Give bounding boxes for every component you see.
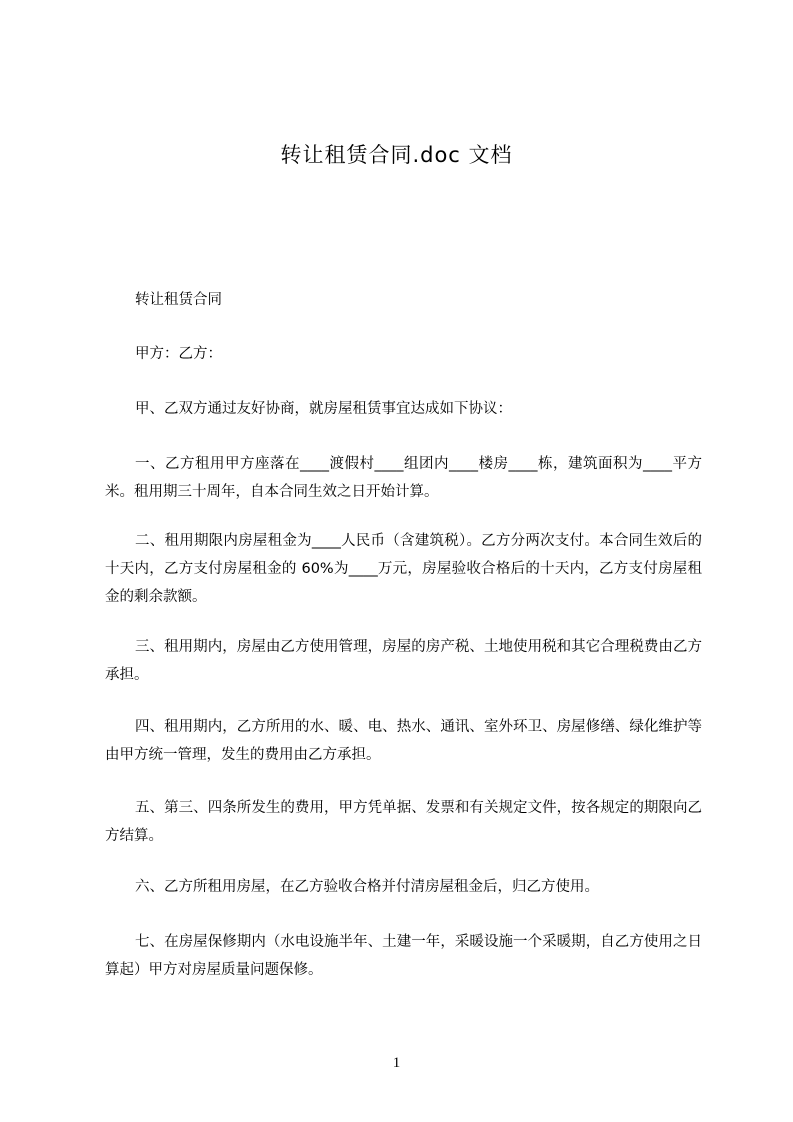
clause-4: 四、租用期内，乙方所用的水、暖、电、热水、通讯、室外环卫、房屋修缮、绿化维护等由甲方统一管理，发生的费用由乙方承担。 (105, 719, 702, 763)
clause-1: 一、乙方租用甲方座落在____渡假村____组团内____楼房____栋，建筑面积为____平方米。租用期三十周年，自本合同生效之日开始计算。 (105, 456, 702, 500)
document-title: 转让租赁合同.doc 文档 (280, 143, 513, 167)
clause-2: 二、租用期限内房屋租金为____人民币（含建筑税）。乙方分两次支付。本合同生效后的十天内，乙方支付房屋租金的 60%为____万元，房屋验收合格后的十天内，乙方支付房屋租金的剩余款额。 (105, 533, 702, 605)
intro-paragraph: 甲、乙双方通过友好协商，就房屋租赁事宜达成如下协议： (135, 401, 512, 417)
clause-6: 六、乙方所租用房屋，在乙方验收合格并付清房屋租金后，归乙方使用。 (135, 879, 599, 895)
page-number: 1 (392, 1055, 401, 1071)
contract-heading: 转让租赁合同 (135, 292, 222, 308)
clause-5: 五、第三、四条所发生的费用，甲方凭单据、发票和有关规定文件，按各规定的期限向乙方结算。 (105, 800, 702, 844)
parties-line: 甲方：乙方： (135, 346, 222, 362)
clause-7: 七、在房屋保修期内（水电设施半年、土建一年，采暖设施一个采暖期，自乙方使用之日算起）甲方对房屋质量问题保修。 (105, 934, 702, 978)
clause-3: 三、租用期内，房屋由乙方使用管理，房屋的房产税、土地使用税和其它合理税费由乙方承担。 (105, 639, 702, 683)
